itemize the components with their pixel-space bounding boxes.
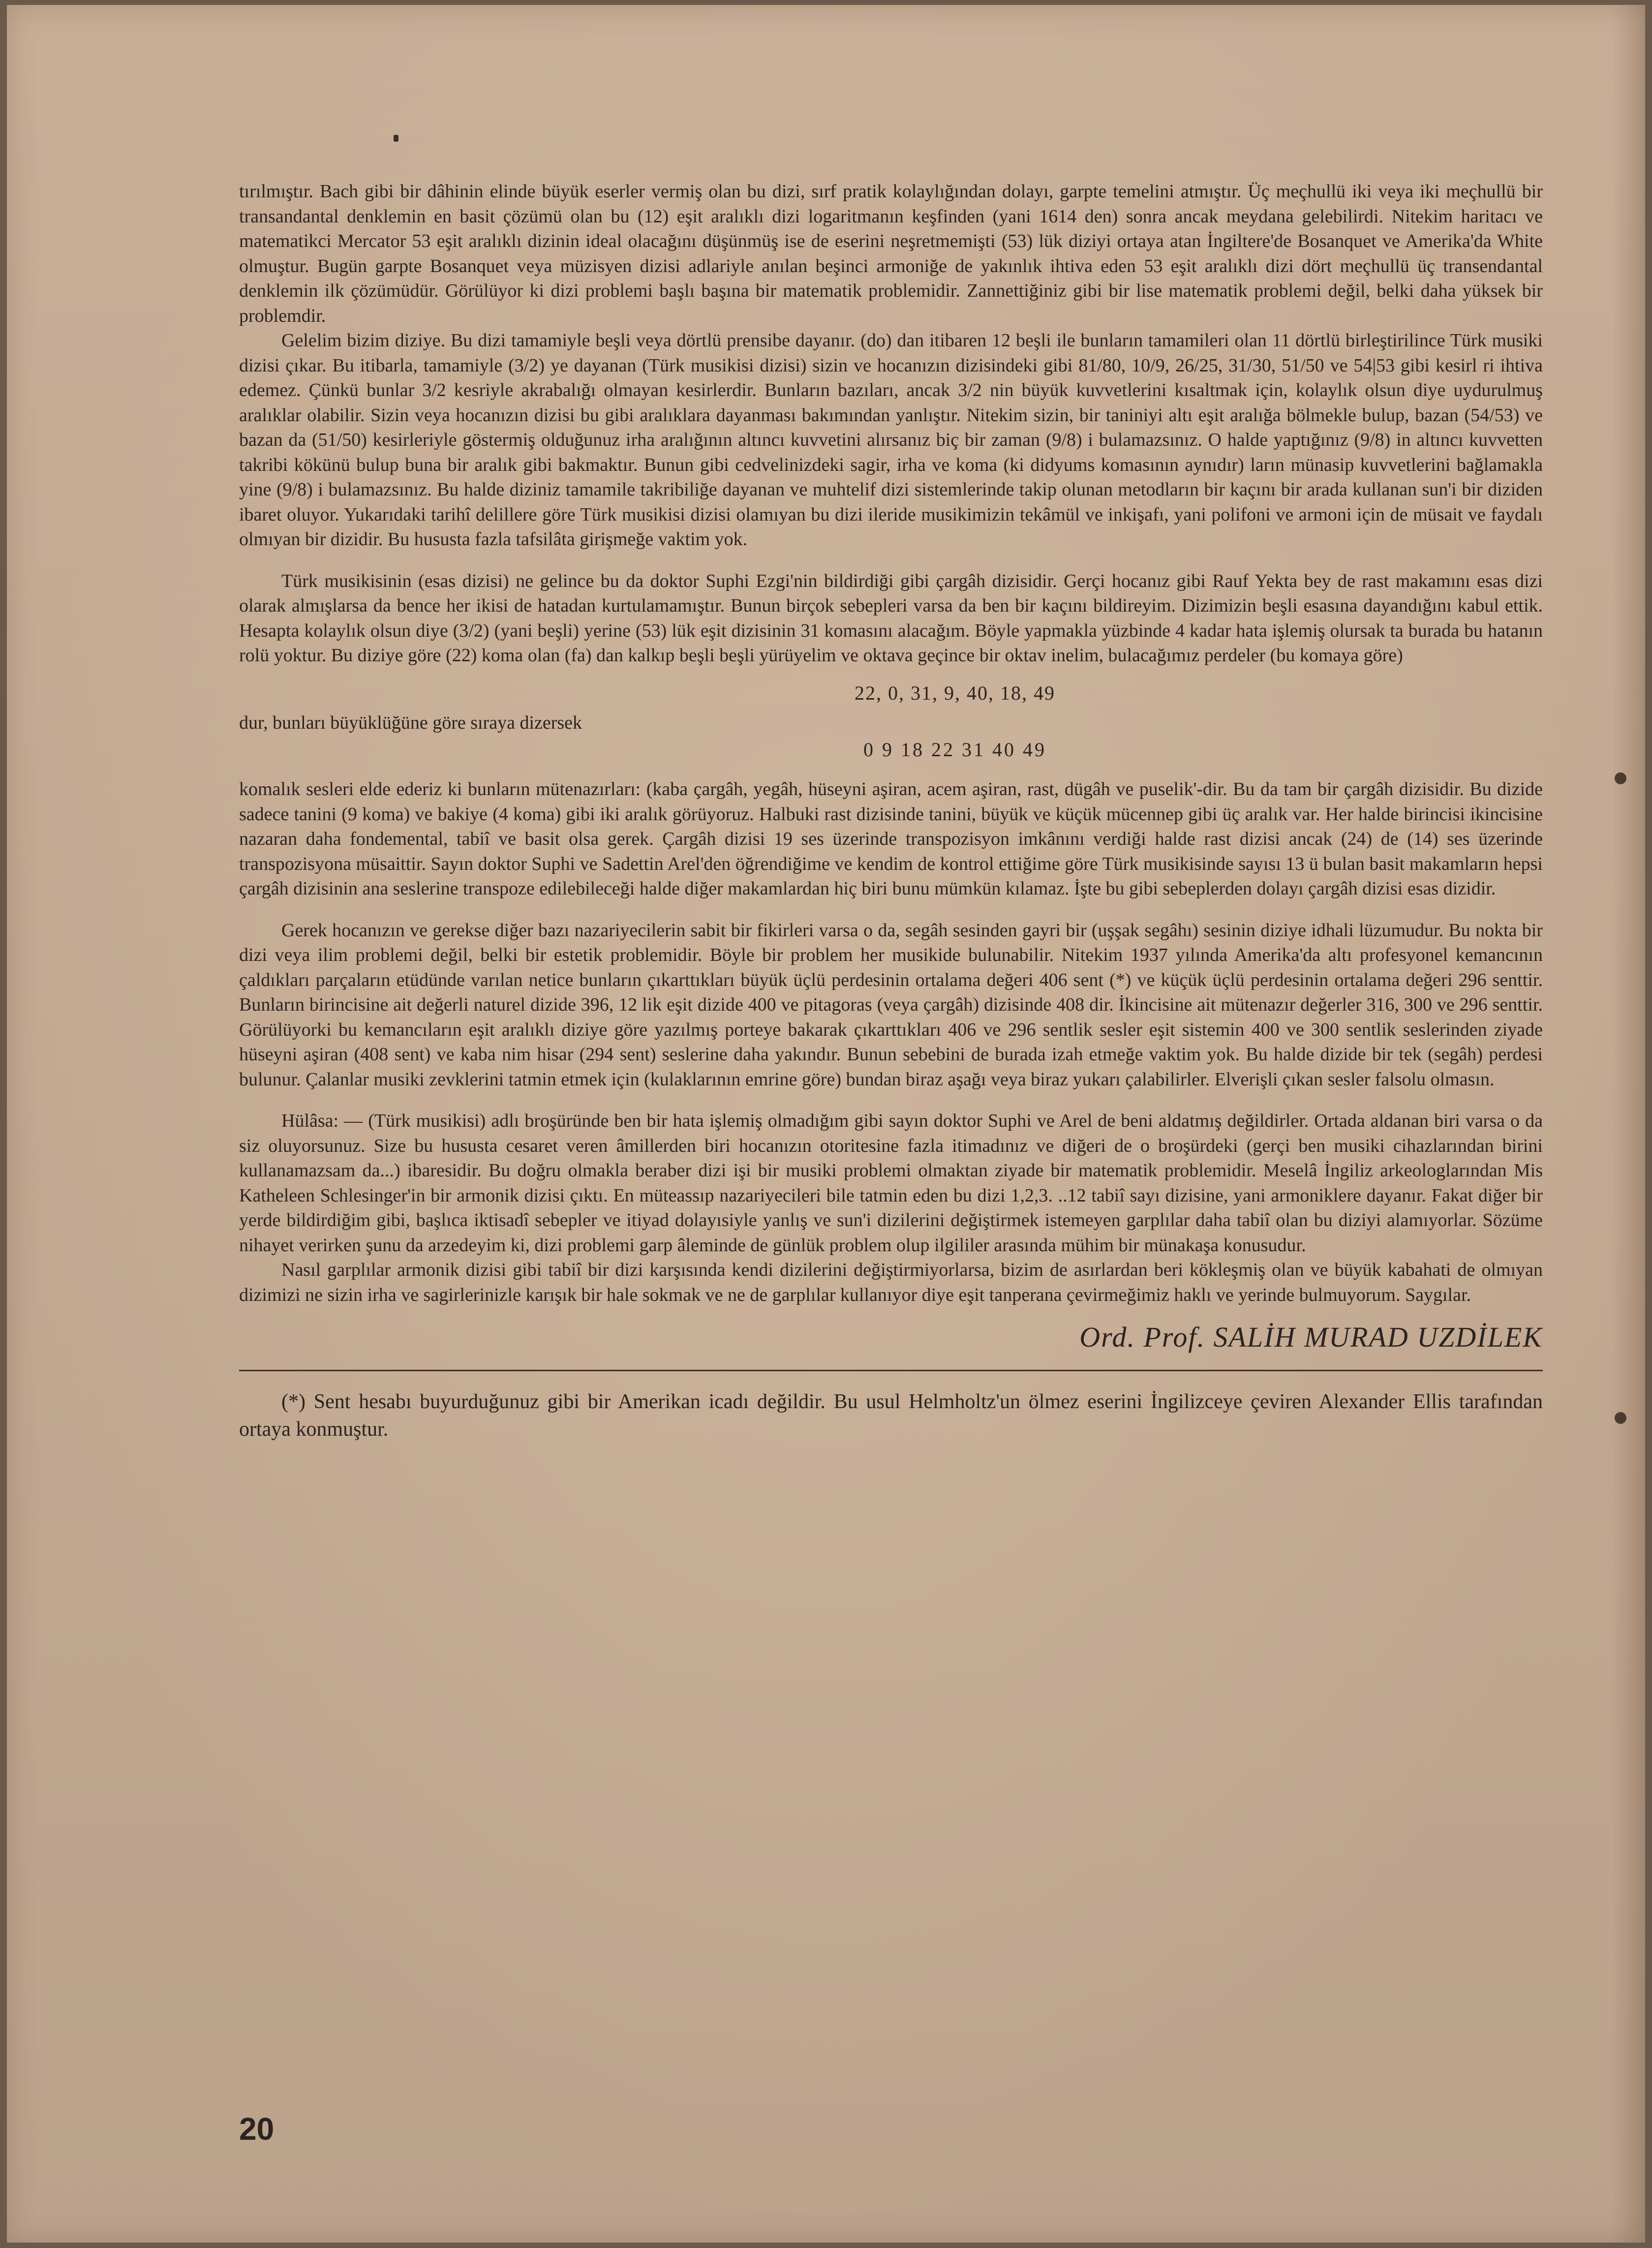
article-body (239, 179, 1543, 1443)
paragraph-1: tırılmıştır. Bach gibi bir dâhinin elinde büyük eserler vermiş olan bu dizi, sırf pratik kolaylığından dolayı, garpte temelini atmıştır. Üç meçhullü iki veya iki meçhullü bir transandantal denklemin en basit çözümü olan bu (12) eşit aralıklı dizi logaritmanın keşfinden (yani 1614 den) sonra ancak meydana gelebilirdi. Nitekim haritacı ve matematikci Mercator 53 eşit aralıklı dizinin ideal olacağını düşünmüş ise de eserini neşretmemişti (53) lük diziyi ortaya atan İngiltere'de Bosanquet ve Amerika'da White olmuştur. Bugün garpte Bosanquet veya müzisyen dizisi adlariyle anılan beşinci armoniğe de yakınlık ihtiva eden 53 eşit aralıklı dizi dört meçhullü üç transendantal denklemin ilk çözümüdür. Görülüyor ki dizi problemi başlı başına bir matematik problemidir. Zannettiğiniz gibi bir lise matematik problemi değil, belki daha yüksek bir problemdir. (239, 181, 1543, 326)
sequence-raw: 22, 0, 31, 9, 40, 18, 49 (855, 681, 1055, 704)
page-number: 20 (239, 2111, 275, 2147)
binding-hole (1615, 1412, 1626, 1424)
footnote-divider (239, 1370, 1543, 1371)
paragraph-2: Gelelim bizim diziye. Bu dizi tamamiyle beşli veya dörtlü prensibe dayanır. (do) dan itibaren 12 beşli ile bunların tamamileri olan 11 dörtlü birleştirilince Türk musiki dizisi çıkar. Bu itibarla, tamamiyle (3/2) ye dayanan (Türk musikisi dizisi) sizin ve hocanızın dizisindeki gibi 81/80, 10/9, 26/25, 31/30, 51/50 ve 54|53 gibi kesirl ri ihtiva edemez. Çünkü bunlar 3/2 kesriyle akrabalığı olmayan kesirlerdir. Bunların bazıları, ancak 3/2 nin büyük kuvvetlerini kısaltmak için, kolaylık olsun diye uydurulmuş aralıklar olabilir. Sizin veya hocanızın dizisi bu gibi aralıklara dayanması bakımından yanlıştır. Nitekim sizin, bir taniniyi altı eşit aralığa bölmekle bulup, bazan (54/53) ve bazan da (51/50) kesirleriyle göstermiş olduğunuz irha aralığının altıncı kuvvetini alırsanız biç bir zaman (9/8) i bulamazsınız. O halde yaptığınız (9/8) in altıncı kuvvetten takribi kökünü bulup buna bir aralık gibi bakmaktır. Bunun gibi cedvelinizdeki sagir, irha ve koma (ki didyums komasının aynıdır) ların münasip kuvvetlerini bağlamakla yine (9/8) i bulamazsınız. Bu halde diziniz tamamile takribiliğe dayanan ve muhtelif dizi sistemlerinde takip olunan metodların bir kaçını bir arada kullanan sun'i bir diziden ibaret oluyor. Yukarıdaki tarihî delillere göre Türk musikisi dizisi olamıyan bu dizi ileride musikimizin tekâmül ve inkişafı, yani polifoni ve armoni için de müsait ve faydalı olmıyan bir dizidir. Bu hususta fazla tafsilâta girişmeğe vaktim yok. (239, 330, 1543, 550)
sequence-sorted: 0 9 18 22 31 40 49 (863, 738, 1046, 761)
paragraph-6: Hülâsa: — (Türk musikisi) adlı broşüründe ben bir hata işlemiş olmadığım gibi sayın doktor Suphi ve Arel de beni aldatmış değildirler. Ortada aldanan biri varsa o da siz oluyorsunuz. Size bu hususta cesaret veren âmillerden biri hocanızın otoritesine fazla itimadınız ve diğeri de o broşürdeki (gerçi ben musiki cihazlarından birini kullanamazsam da...) ibaresidir. Bu doğru olmakla beraber dizi işi bir musiki problemi olmaktan ziyade bir matematik problemidir. Meselâ İngiliz arkeologlarından Mis Katheleen Schlesinger'in bir armonik dizisi çıktı. En müteassıp nazariyecileri bile tatmin eden bu dizi 1,2,3. ..12 tabiî sayı dizisine, yani armoniklere dayanır. Fakat diğer bir yerde bildirdiğim gibi, başlıca iktisadî sebepler ve itiyad dolayısiyle yanlış ve sun'i dizilerini değiştirmek istemeyen garplılar daha tabiî olan bu diziyi alamıyorlar. Sözüme nihayet verirken şunu da arzedeyim ki, dizi problemi garp âleminde de günlük problem olup ilgililer arasında mühim bir münakaşa konusudur. (239, 1110, 1543, 1256)
paragraph-5: Gerek hocanızın ve gerekse diğer bazı nazariyecilerin sabit bir fikirleri varsa o da, segâh sesinden gayri bir (uşşak segâhı) sesinin diziye idhali lüzumudur. Bu nokta bir dizi veya ilim problemi değil, belki bir estetik problemidir. Böyle bir problem her musikide bulunabilir. Nitekim 1937 yılında Amerika'da altı profesyonel kemancının çaldıkları parçaların etüdünde varılan netice bunların çıkarttıkları büyük üçlü perdesinin ortalama değeri 406 sent (*) ve küçük üçlü perdesinin ortalama değeri 296 senttir. Bunların birincisine ait değerli naturel dizide 396, 12 lik eşit dizide 400 ve pitagoras (veya çargâh) dizisinde 408 dir. İkincisine ait mütenazır değerler 316, 300 ve 296 senttir. Görülüyorki bu kemancıların eşit aralıklı diziye göre yazılmış porteye bakarak çıkarttıkları 406 ve 296 sentlik sesler eşit sistemin 400 ve 300 sentlik seslerinden ziyade hüseyni aşiran (408 sent) ve kaba nim hisar (294 sent) seslerine daha yakındır. Bunun sebebini de burada izah etmeğe vaktim yok. Bu halde dizide bir tek (segâh) perdesi bulunur. Çalanlar musiki zevklerini tatmin etmek için (kulaklarının emrine göre) bundan biraz aşağı veya biraz yukarı çalabilirler. Elverişli çıkan sesler falsolu olmasın. (239, 920, 1543, 1090)
ink-mark (394, 135, 398, 142)
paragraph-7: Nasıl garplılar armonik dizisi gibi tabiî bir dizi karşısında kendi dizilerini değiştirmiyorlarsa, bizim de asırlardan beri kökleşmiş olan ve büyük kabahati de olmıyan dizimizi ne sizin irha ve sagirlerinizle karışık bir hale sokmak ve ne de garplılar kullanıyor diye eşit tanperana çevirmeğimiz haklı ve yerinde bulmuyorum. Saygılar. (239, 1260, 1543, 1305)
paragraph-4: komalık sesleri elde ederiz ki bunların mütenazırları: (kaba çargâh, yegâh, hüseyni aşiran, acem aşiran, rast, dügâh ve puselik'-dir. Bu da tam bir çargâh dizisidir. Bu dizide sadece tanini (9 koma) ve bakiye (4 koma) gibi iki aralık görüyoruz. Halbuki rast dizisinde tanini, büyük ve küçük mücennep gibi üç aralık var. Her halde birincisi ikincisine nazaran daha fondemental, tabiî ve basit olsa gerek. Çargâh dizisi 19 ses üzerinde transpozisyon imkânını verdiği halde rast dizisi ancak (24) de (14) ses üzerinde transpozisyona müsaittir. Sayın doktor Suphi ve Sadettin Arel'den öğrendiğime ve kendim de kontrol ettiğime göre Türk musikisinde sayısı 13 ü bulan basit makamların hepsi çargâh dizisinin ana seslerine transpoze edilebileceği halde diğer makamlardan hiç biri bunu mümkün kılamaz. İşte bu gibi sebeplerden dolayı çargâh dizisi esas dizidir. (239, 779, 1543, 899)
footnote: (*) Sent hesabı buyurduğunuz gibi bir Amerikan icadı değildir. Bu usul Helmholtz'un ölmez eserini İngilizceye çeviren Alexander Ellis tarafından ortaya konmuştur. (239, 1390, 1543, 1441)
sequence-lead-text: dur, bunları büyüklüğüne göre sıraya dizersek (239, 712, 582, 733)
page-binding-shadow (1611, 5, 1645, 2243)
binding-hole (1615, 772, 1626, 784)
paragraph-3: Türk musikisinin (esas dizisi) ne gelince bu da doktor Suphi Ezgi'nin bildirdiği gibi çargâh dizisidir. Gerçi hocanız gibi Rauf Yekta bey de rast makamını esas dizi olarak almışlarsa da bence her ikisi de hatadan kurtulamamıştır. Bunun birçok sebepleri varsa da ben bir kaçını bildireyim. Dizimizin beşli esasına dayandığını kabul ettik. Hesapta kolaylık olsun diye (3/2) (yani beşli) yerine (53) lük eşit dizisinin 31 komasını alacağım. Böyle yapmakla yüzbinde 4 kadar hata işlemiş olursak ta burada bu hatanın rolü yoktur. Bu diziye göre (22) koma olan (fa) dan kalkıp beşli beşli yürüyelim ve oktava geçince bir oktav inelim, bulacağımız perdeler (bu komaya göre) (239, 570, 1543, 666)
author-signature: Ord. Prof. SALİH MURAD UZDİLEK (1079, 1321, 1543, 1353)
